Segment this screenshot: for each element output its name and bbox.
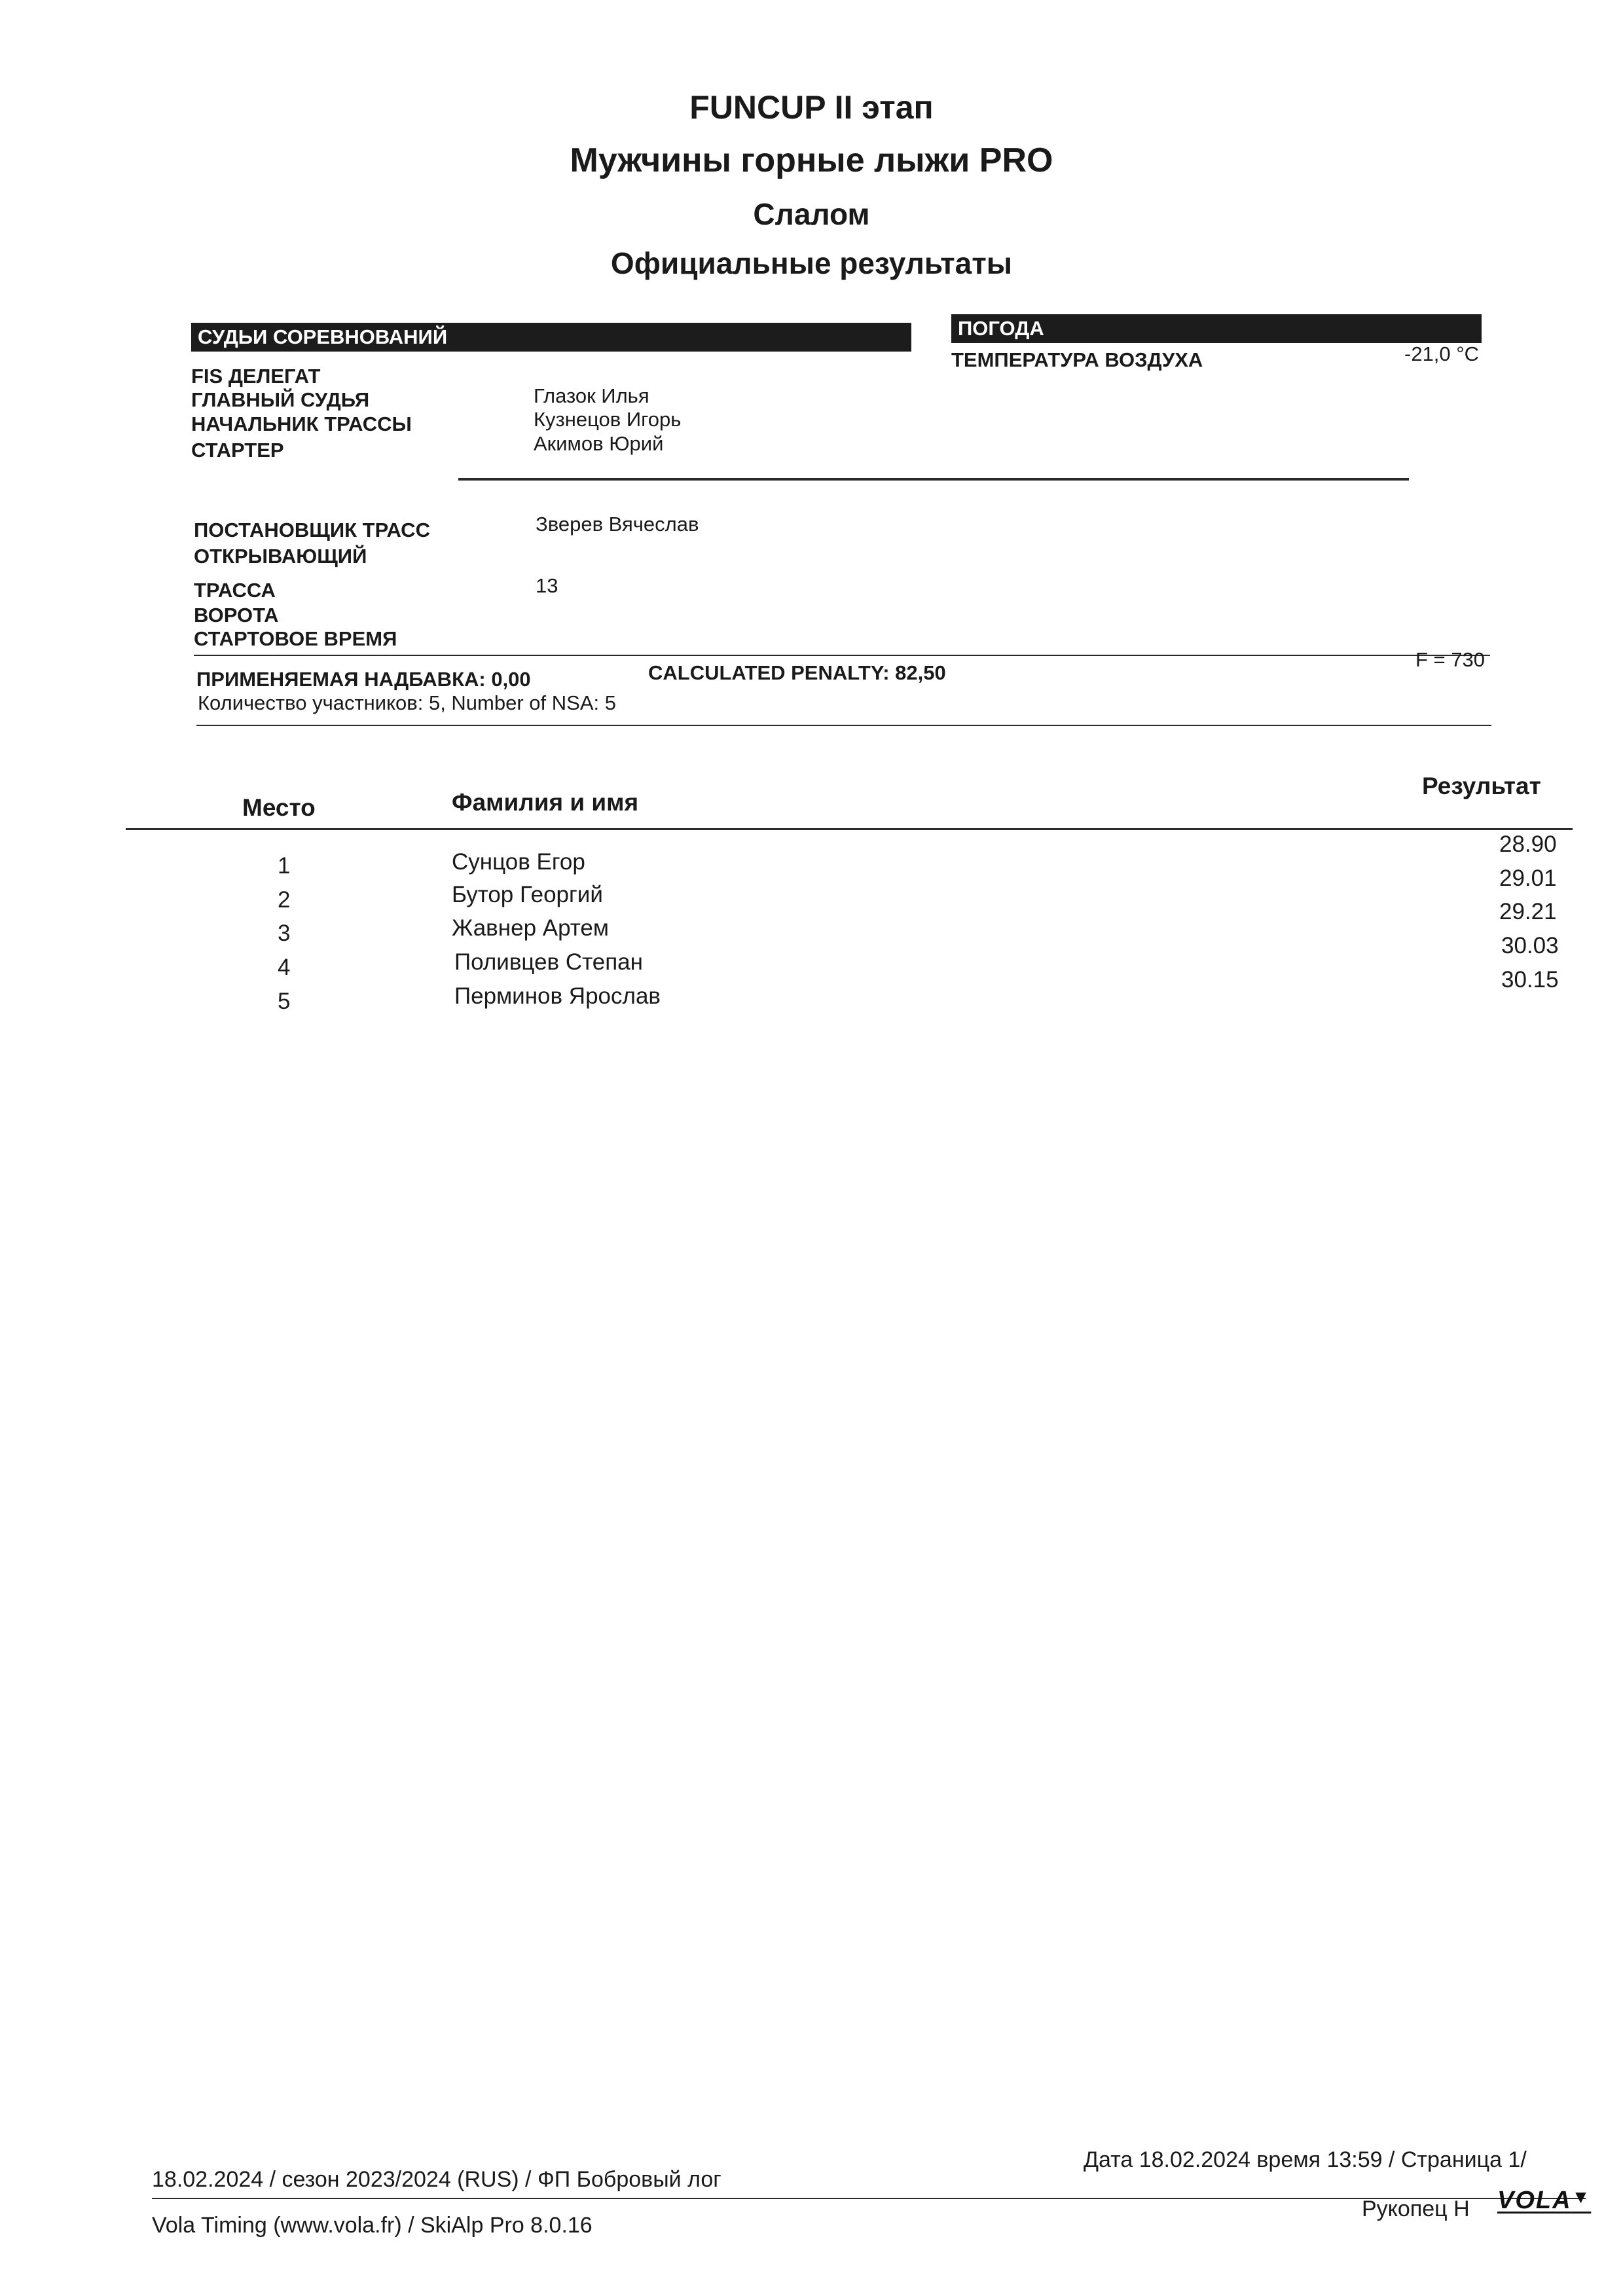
divider-line-1 bbox=[458, 478, 1409, 481]
divider-line-2 bbox=[194, 655, 1490, 656]
gates-label: ВОРОТА bbox=[194, 604, 279, 627]
fis-delegate-label: FIS ДЕЛЕГАТ bbox=[191, 365, 321, 388]
title-line-2: Мужчины горные лыжи PRO bbox=[570, 141, 1053, 179]
chief-judge-label: ГЛАВНЫЙ СУДЬЯ bbox=[191, 388, 370, 411]
air-temp-value: -21,0 °C bbox=[1404, 342, 1480, 365]
row-2-place: 2 bbox=[278, 887, 291, 913]
col-result-header: Результат bbox=[1422, 773, 1541, 799]
calculated-penalty: CALCULATED PENALTY: 82,50 bbox=[648, 661, 946, 684]
row-4-result: 30.03 bbox=[1501, 933, 1559, 958]
row-3-result: 29.21 bbox=[1499, 899, 1557, 924]
course-chief-label: НАЧАЛЬНИК ТРАССЫ bbox=[191, 412, 412, 435]
course-setter-label: ПОСТАНОВЩИК ТРАСС bbox=[194, 519, 430, 541]
row-3-name: Жавнер Артем bbox=[452, 915, 609, 941]
course-value: 13 bbox=[536, 574, 558, 597]
title-line-4: Официальные результаты bbox=[610, 246, 1013, 280]
course-setter-value: Зверев Вячеслав bbox=[536, 513, 699, 536]
title-line-1: FUNCUP II этап bbox=[689, 89, 934, 126]
start-time-label: СТАРТОВОЕ ВРЕМЯ bbox=[194, 627, 397, 650]
f-value: F = 730 bbox=[1415, 648, 1485, 671]
air-temp-label: ТЕМПЕРАТУРА ВОЗДУХА bbox=[951, 348, 1203, 371]
row-1-result: 28.90 bbox=[1499, 831, 1557, 857]
col-name-header: Фамилия и имя bbox=[452, 789, 639, 816]
course-label: ТРАССА bbox=[194, 579, 276, 602]
row-4-place: 4 bbox=[278, 955, 291, 980]
footer-right-line-2: Рукопец Н bbox=[1362, 2196, 1470, 2221]
starter-value: Акимов Юрий bbox=[534, 432, 664, 455]
row-5-result: 30.15 bbox=[1501, 967, 1559, 993]
row-1-place: 1 bbox=[278, 853, 291, 879]
course-chief-value: Кузнецов Игорь bbox=[534, 408, 682, 431]
participants-count: Количество участников: 5, Number of NSA: 5 bbox=[198, 691, 616, 714]
forerunner-label: ОТКРЫВАЮЩИЙ bbox=[194, 545, 367, 568]
row-3-place: 3 bbox=[278, 920, 291, 946]
starter-label: СТАРТЕР bbox=[191, 439, 284, 462]
jury-section-bar bbox=[191, 323, 911, 352]
row-5-name: Перминов Ярослав bbox=[454, 983, 661, 1009]
vola-logo-text: VOLA bbox=[1497, 2187, 1572, 2214]
weather-section-bar bbox=[951, 314, 1482, 343]
vola-logo-mark-icon: ▼ bbox=[1571, 2187, 1592, 2207]
results-header-line bbox=[126, 828, 1573, 830]
row-4-name: Поливцев Степан bbox=[454, 949, 643, 975]
row-1-name: Сунцов Егор bbox=[452, 849, 585, 875]
row-2-result: 29.01 bbox=[1499, 866, 1557, 891]
jury-section-title: СУДЬИ СОРЕВНОВАНИЙ bbox=[198, 325, 448, 348]
col-place-header: Место bbox=[242, 794, 316, 821]
applied-penalty: ПРИМЕНЯЕМАЯ НАДБАВКА: 0,00 bbox=[196, 668, 531, 691]
title-line-3: Слалом bbox=[753, 197, 870, 231]
footer-left-line-1: 18.02.2024 / сезон 2023/2024 (RUS) / ФП Бобровый лог bbox=[152, 2167, 721, 2192]
footer-left-line-2: Vola Timing (www.vola.fr) / SkiAlp Pro 8.0.16 bbox=[152, 2213, 593, 2238]
row-5-place: 5 bbox=[278, 989, 291, 1014]
footer-right-line-1: Дата 18.02.2024 время 13:59 / Страница 1/ bbox=[1084, 2147, 1527, 2172]
vola-logo bbox=[1497, 2187, 1591, 2215]
divider-line-3 bbox=[196, 725, 1491, 726]
row-2-name: Бутор Георгий bbox=[452, 882, 603, 907]
weather-section-title: ПОГОДА bbox=[958, 317, 1044, 340]
chief-judge-value: Глазок Илья bbox=[534, 384, 649, 407]
